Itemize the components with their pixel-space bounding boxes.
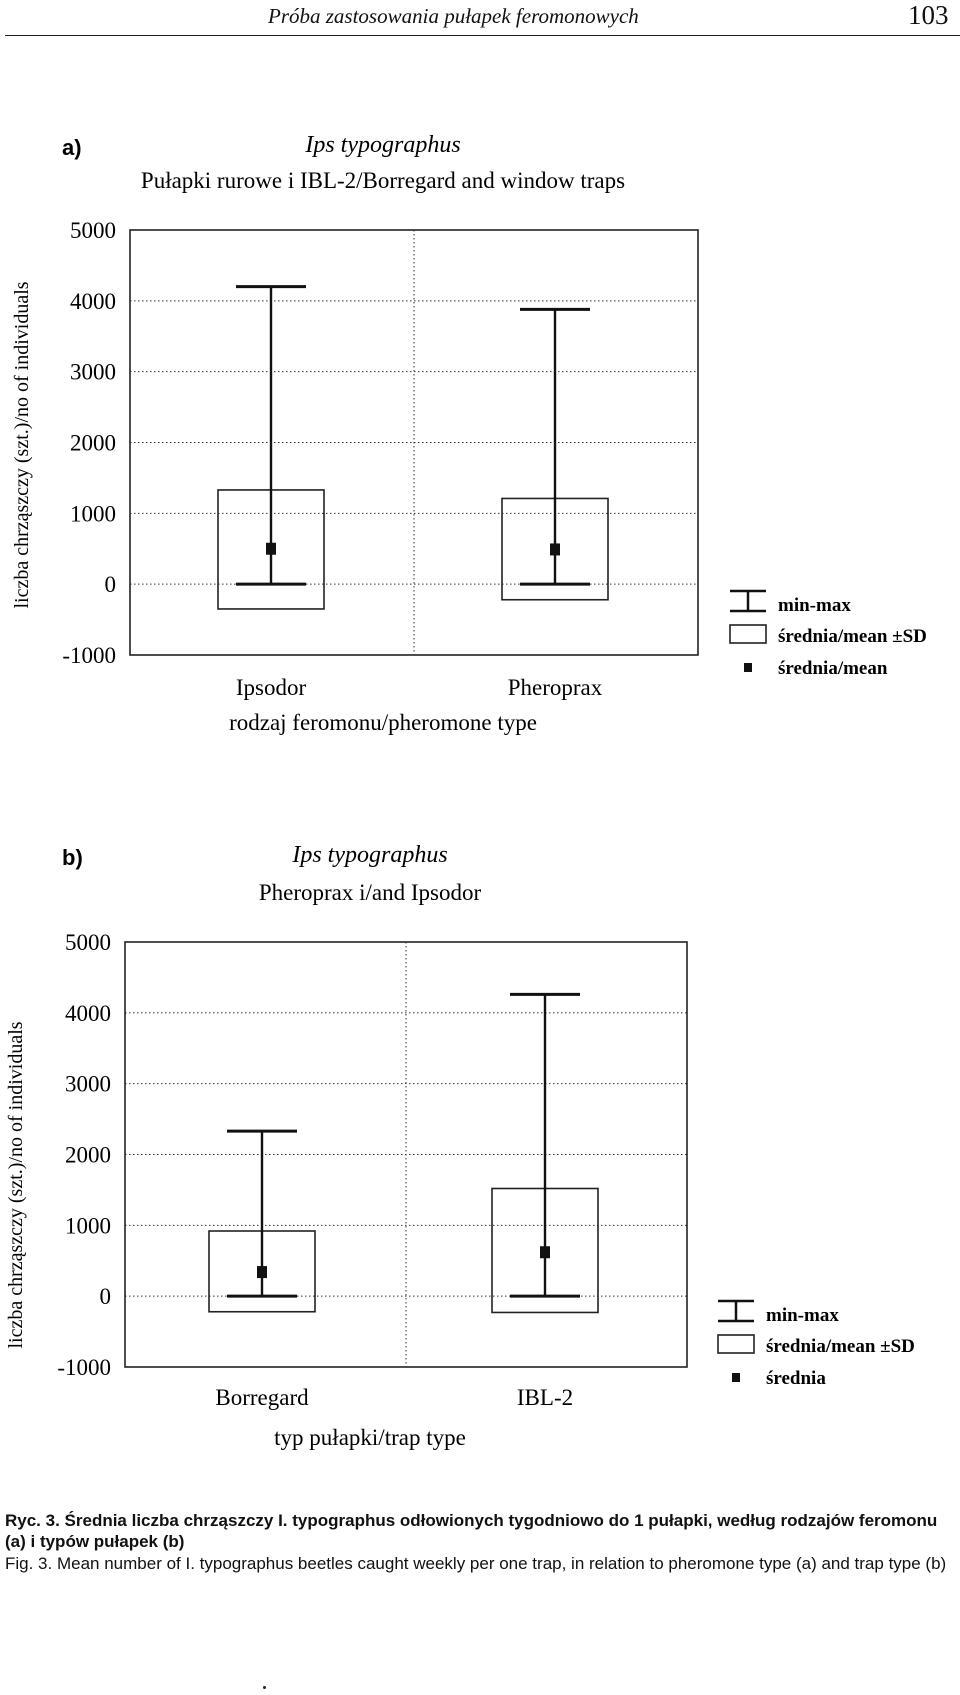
chart-b-y-tick-label: 2000 (65, 1142, 111, 1168)
legend-label-mean: średnia (766, 1368, 826, 1389)
chart-b-mean-marker-borregard (257, 1266, 267, 1278)
chart-b-category-label-ibl-2: IBL-2 (516, 1385, 574, 1410)
chart-a-legend (730, 591, 927, 679)
chart-a-mean-marker-ipsodor (266, 543, 276, 555)
legend-label-mean: średnia/mean (778, 658, 888, 679)
chart-b-y-tick-label: 0 (99, 1284, 111, 1310)
chart-b (0, 830, 960, 1470)
chart-a-category-label-pheroprax: Pheroprax (507, 675, 603, 700)
chart-a-y-tick-label: 4000 (70, 288, 116, 314)
chart-a-ylabel: liczba chrząszczy (szt.)/no of individuals (11, 281, 33, 609)
caption-english: Fig. 3. Mean number of I. typographus beetles caught weekly per one trap, in relation to pheromone type (a) and trap type (b) (5, 1554, 947, 1573)
legend-label-sd: średnia/mean ±SD (766, 1336, 915, 1357)
legend-label-sd: średnia/mean ±SD (778, 626, 927, 647)
chart-b-title: Ips typographus (292, 842, 448, 868)
chart-a (0, 120, 960, 760)
header-rule (5, 35, 960, 36)
chart-b-ylabel: liczba chrząszczy (szt.)/no of individuals (5, 1021, 27, 1349)
chart-a-y-tick-label: 3000 (70, 359, 116, 385)
chart-b-y-tick-label: 3000 (65, 1071, 111, 1097)
chart-b-y-tick-label: -1000 (57, 1355, 111, 1380)
chart-a-y-tick-label: 2000 (70, 430, 116, 456)
chart-b-mean-marker-ibl-2 (540, 1246, 550, 1258)
chart-b-y-tick-label: 5000 (65, 930, 111, 955)
chart-b-y-tick-label: 1000 (65, 1213, 111, 1239)
chart-a-y-tick-label: 5000 (70, 218, 116, 243)
legend-mean-symbol (744, 663, 752, 672)
chart-a-xlabel: rodzaj feromonu/pheromone type (229, 710, 537, 735)
legend-mean-symbol (732, 1373, 740, 1382)
running-title: Próba zastosowania pułapek feromonowych (268, 4, 639, 28)
stray-dot (263, 1686, 266, 1689)
caption-polish: Ryc. 3. Średnia liczba chrząszczy I. typographus odłowionych tygodniowo do 1 pułapki, według rodzajów feromonu (a) i typów pułapek (b) (5, 1511, 938, 1551)
page-number: 103 (908, 0, 949, 30)
chart-b-legend (718, 1301, 915, 1389)
chart-a-panel-label: a) (62, 135, 82, 160)
chart-a-y-tick-label: 1000 (70, 501, 116, 527)
chart-a-category-label-ipsodor: Ipsodor (235, 675, 307, 700)
chart-a-title: Ips typographus (305, 132, 461, 158)
chart-b-panel-label: b) (62, 845, 83, 870)
chart-a-subtitle: Pułapki rurowe i IBL-2/Borregard and window traps (140, 168, 626, 193)
legend-sd-box-symbol (730, 625, 766, 643)
chart-a-y-tick-label: -1000 (62, 643, 116, 668)
chart-b-y-tick-label: 4000 (65, 1000, 111, 1026)
legend-label-minmax: min-max (778, 595, 851, 616)
legend-sd-box-symbol (718, 1335, 754, 1353)
chart-a-y-tick-label: 0 (104, 572, 116, 598)
chart-b-xlabel: typ pułapki/trap type (274, 1425, 466, 1450)
chart-b-subtitle: Pheroprax i/and Ipsodor (258, 880, 482, 905)
chart-a-mean-marker-pheroprax (550, 543, 560, 555)
legend-label-minmax: min-max (766, 1305, 839, 1326)
chart-b-category-label-borregard: Borregard (215, 1385, 309, 1410)
